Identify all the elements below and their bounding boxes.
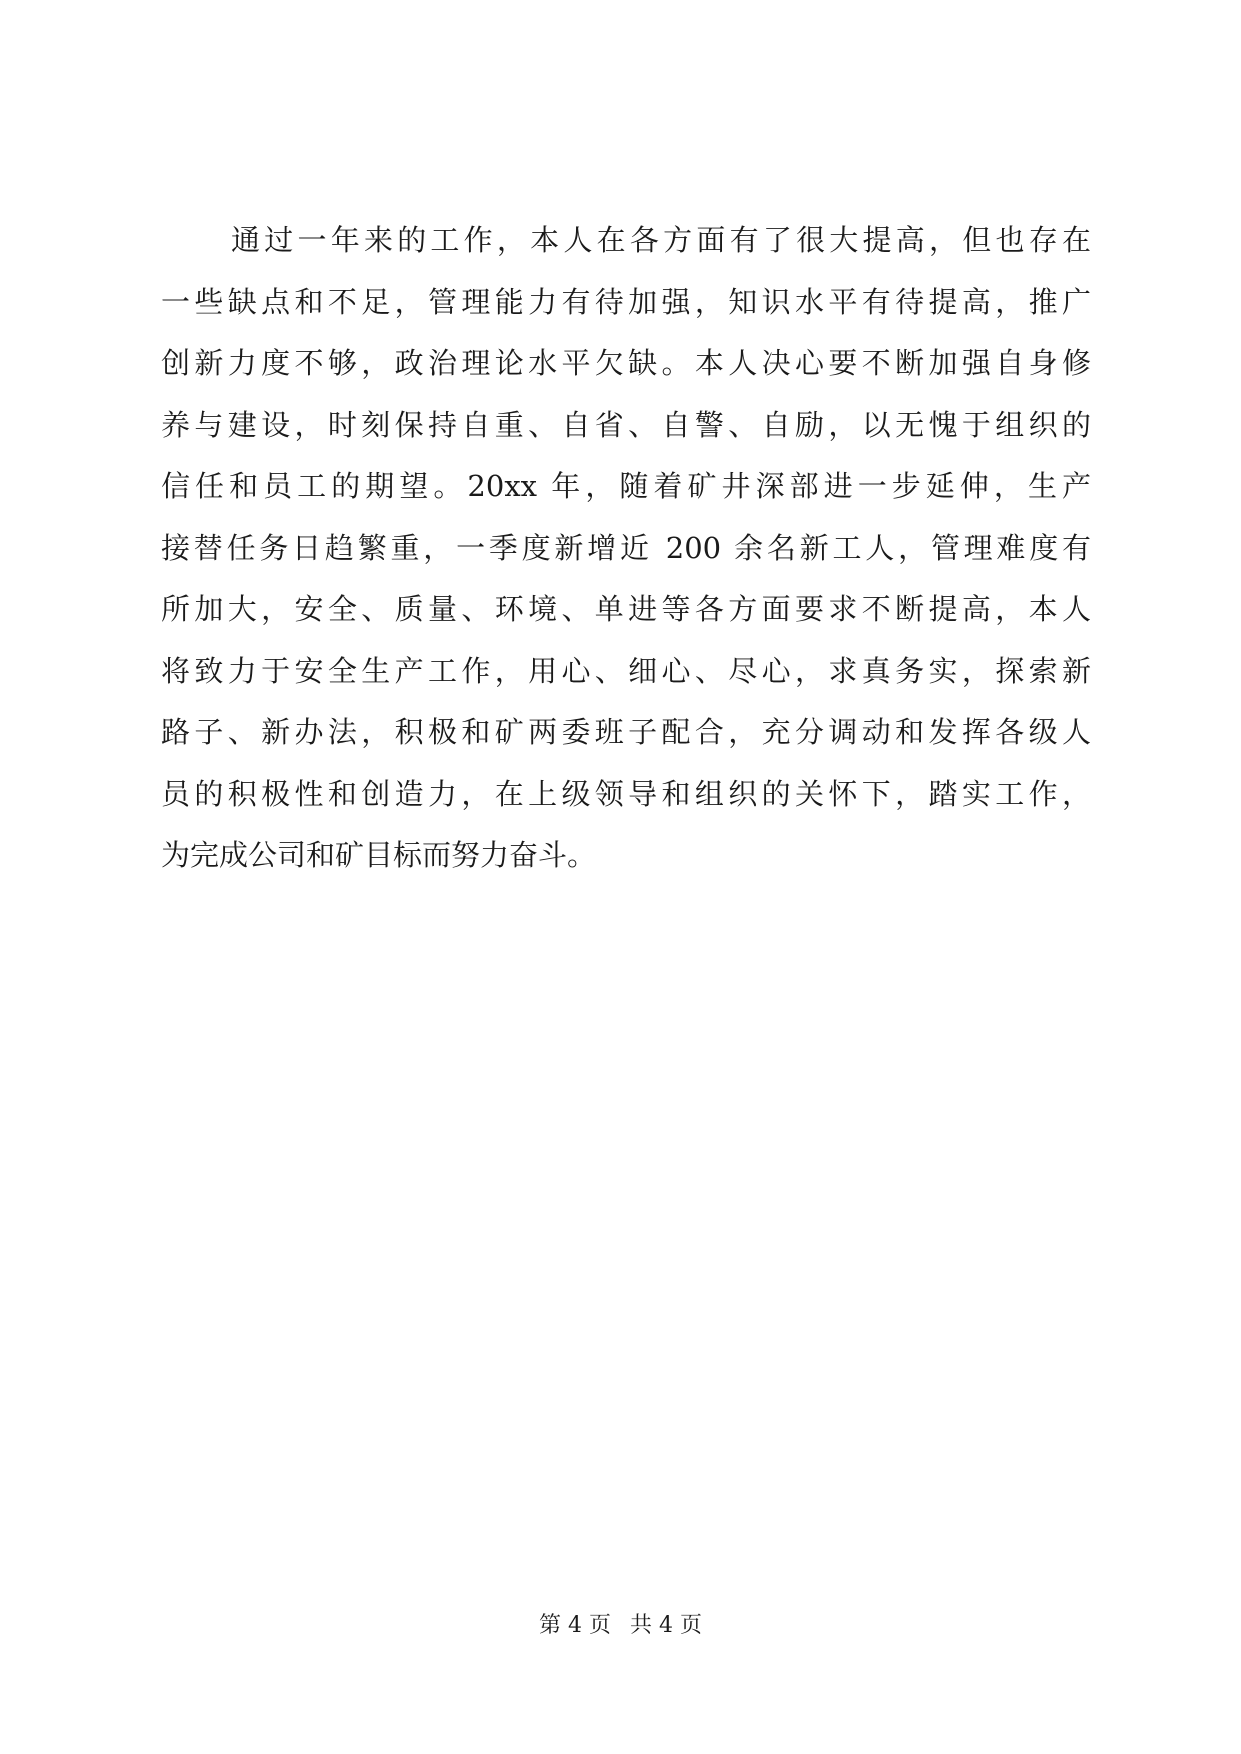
paragraph-line: 接替任务日趋繁重，一季度新增近 200 余名新工人，管理难度有 [161,530,1091,565]
paragraph-line: 通过一年来的工作，本人在各方面有了很大提高，但也存在 [231,223,1091,257]
paragraph-line: 养与建设，时刻保持自重、自省、自警、自励，以无愧于组织的 [161,407,1091,442]
total-page-count: 共 4 页 [630,1613,702,1638]
paragraph-line: 所加大，安全、质量、环境、单进等各方面要求不断提高，本人 [161,592,1091,626]
current-page-number: 第 4 页 [539,1613,611,1638]
paragraph-line: 员的积极性和创造力，在上级领导和组织的关怀下，踏实工作， [161,776,1091,811]
paragraph-line: 一些缺点和不足，管理能力有待加强，知识水平有待提高，推广 [161,284,1091,319]
paragraph-line: 将致力于安全生产工作，用心、细心、尽心，求真务实，探索新 [161,653,1091,688]
paragraph-line: 为完成公司和矿目标而努力奋斗。 [161,838,597,872]
paragraph-line: 创新力度不够，政治理论水平欠缺。本人决心要不断加强自身修 [161,346,1091,380]
paragraph-line: 信任和员工的期望。20xx 年，随着矿井深部进一步延伸，生产 [161,469,1091,503]
page-footer [0,1608,1241,1639]
body-paragraph [161,210,1091,887]
paragraph-line: 路子、新办法，积极和矿两委班子配合，充分调动和发挥各级人 [161,715,1091,749]
